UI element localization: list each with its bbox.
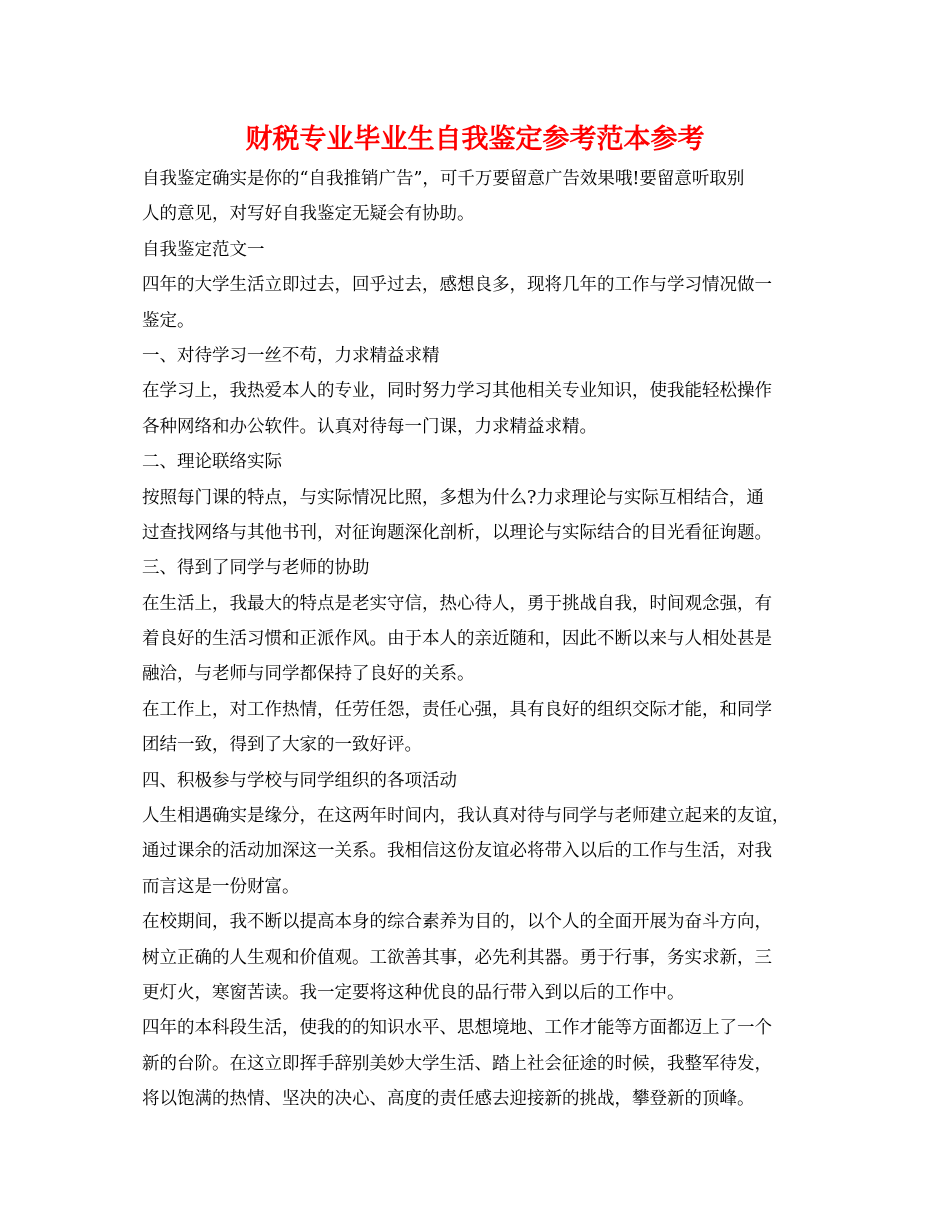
section-heading: 二、理论联络实际: [142, 452, 282, 473]
document-title: 财税专业毕业生自我鉴定参考范本参考: [245, 124, 705, 155]
section-heading: 三、得到了同学与老师的协助: [142, 558, 370, 579]
body-line: 自我鉴定确实是你的“自我推销广告”，可千万要留意广告效果哦!要留意听取别: [142, 169, 745, 189]
body-line: 四年的大学生活立即过去，回乎过去，感想良多，现将几年的工作与学习情况做一: [142, 275, 772, 296]
section-heading: 自我鉴定范文一: [142, 239, 265, 260]
body-line: 各种网络和办公软件。认真对待每一门课，力求精益求精。: [142, 416, 597, 437]
body-line: 新的台阶。在这立即挥手辞别美妙大学生活、踏上社会征途的时候，我整军待发，: [142, 1053, 772, 1074]
body-line: 而言这是一份财富。: [142, 876, 300, 897]
body-line: 四年的本科段生活，使我的的知识水平、思想境地、工作才能等方面都迈上了一个: [142, 1018, 772, 1039]
document-body: [142, 162, 818, 1118]
body-line: 按照每门课的特点，与实际情况比照，多想为什么?力求理论与实际互相结合，通: [142, 487, 764, 508]
body-line: 树立正确的人生观和价值观。工欲善其事，必先利其器。勇于行事，务实求新，三: [142, 947, 772, 968]
body-line: 鉴定。: [142, 310, 195, 331]
body-line: 更灯火，寒窗苦读。我一定要将这种优良的品行带入到以后的工作中。: [142, 982, 685, 1003]
section-heading: 一、对待学习一丝不苟，力求精益求精: [142, 345, 440, 366]
body-line: 人生相遇确实是缘分，在这两年时间内，我认真对待与同学与老师建立起来的友谊，: [142, 806, 790, 827]
body-line: 在校期间，我不断以提高本身的综合素养为目的，以个人的全面开展为奋斗方向，: [142, 912, 772, 933]
body-line: 在工作上，对工作热情，任劳任怨，责任心强，具有良好的组织交际才能，和同学: [142, 699, 772, 720]
body-line: 团结一致，得到了大家的一致好评。: [142, 735, 422, 756]
body-line: 过查找网络与其他书刊，对征询题深化剖析，以理论与实际结合的目光看征询题。: [142, 522, 772, 543]
body-line: 通过课余的活动加深这一关系。我相信这份友谊必将带入以后的工作与生活，对我: [142, 841, 772, 862]
body-line: 在学习上，我热爱本人的专业，同时努力学习其他相关专业知识，使我能轻松操作: [142, 381, 772, 402]
body-line: 在生活上，我最大的特点是老实守信，热心待人，勇于挑战自我，时间观念强，有: [142, 593, 772, 614]
body-line: 人的意见，对写好自我鉴定无疑会有协助。: [142, 204, 475, 225]
body-line: 将以饱满的热情、坚决的决心、高度的责任感去迎接新的挑战，攀登新的顶峰。: [142, 1089, 755, 1110]
body-line: 融洽，与老师与同学都保持了良好的关系。: [142, 664, 475, 685]
section-heading: 四、积极参与学校与同学组织的各项活动: [142, 770, 457, 791]
body-line: 着良好的生活习惯和正派作风。由于本人的亲近随和，因此不断以来与人相处甚是: [142, 629, 772, 650]
